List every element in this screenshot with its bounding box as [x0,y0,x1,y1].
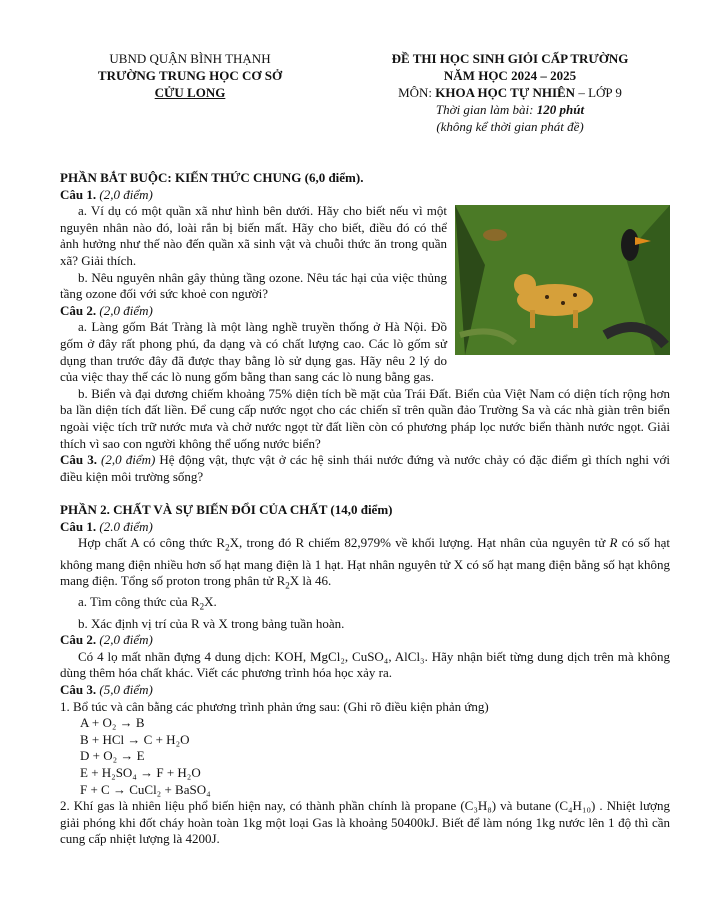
p2-q3-item1: 1. Bổ túc và cân bằng các phương trình phản ứng sau: (Ghi rõ điều kiện phản ứng) [60,698,489,714]
p1-q1-a: a. Ví dụ có một quần xã như hình bên dưới. Hãy cho biết nếu vì một nguyên nhân nào đó, loài rắn bị biến mất. Hãy cho biết, điều đó có thể ảnh hưởng như thế nào đến quần xã sinh vật và chuỗi thức ăn trong quần xã? Giải thích. [60,203,447,268]
p2-q3-item2: 2. Khí gas là nhiên liệu phổ biến hiện nay, có thành phần chính là propane (C₃H₈) và butane (C₄H₁₀) . Nhiệt lượng giải phóng khi đốt cháy hoàn toàn 1kg một loại Gas là khoảng 50400kJ. Biết để làm nóng 1kg nước lên 1 độ thì cần cung cấp nhiệt lượng là 4200J. [60,798,670,847]
equation: E + H₂SO₄ → F + H₂O [80,764,201,780]
school-name: CỬU LONG [154,85,226,100]
p1-q1-label: Câu 1. [60,186,97,202]
school-year: NĂM HỌC 2024 – 2025 [443,68,577,83]
p2-q1-intro-3: có số hạt không mang điện nhiều hơn số hạt mang điện là 1 hạt. Hạt nhân nguyên tử X có số hạt mang điện bằng số hạt không mang điện. Tổng số proton trong phân tử R [60,535,670,589]
p1-q2-label: Câu 2. [60,302,97,318]
subject-prefix: MÔN: [398,85,436,100]
equation-list [60,715,670,798]
equation: F + C → CuCl₂ + BaSO₄ [80,781,211,797]
grade-label: – LỚP 9 [575,85,622,100]
p2-q1-intro-2: X, trong đó R chiếm 82,979% về khối lượng. Hạt nhân của nguyên tử [229,535,610,551]
part1-title: PHẦN BẮT BUỘC: KIẾN THỨC CHUNG (6,0 điểm). [60,170,364,185]
time-note: (không kể thời gian phát đề) [436,119,584,134]
subject-name: KHOA HỌC TỰ NHIÊN [435,85,576,100]
p1-q1-heading [60,187,670,204]
exam-title: ĐỀ THI HỌC SINH GIỎI CẤP TRƯỜNG [391,51,629,66]
equation: A + O₂ → B [80,715,145,731]
p2-q1-label: Câu 1. [60,518,97,534]
p2-q1-heading [60,519,670,536]
p2-q1-intro: Hợp chất A có công thức $R_2X$, trong đó R chiếm 82,979% về khối lượng. Hạt nhân của nguyên tử R có số hạt không mang điện nhiều hơn số hạt mang điện là 1 hạt. Hạt nhân nguyên tử X có số hạt mang điện bằng số hạt không mang điện. Tổng số proton trong phân tử $R_2X$ là 46. [60,535,670,591]
p2-q2-heading [60,632,670,649]
p2-q2-points: (2,0 điểm) [99,632,153,648]
p1-q3-points: (2,0 điểm) [101,452,156,468]
p1-q2-a: a. Làng gốm Bát Tràng là một làng nghề truyền thống ở Hà Nội. Đồ gốm ở đây rất phong phú, đa dạng và có chất lượng cao. Các lò gốm sử dụng than trước đây đã được thay bằng lò sử dụng gas. Hãy nêu 2 lý do của việc thay thế các lò nung gốm bằng than sang các lò nung bằng gas. [60,319,447,385]
equation: D + O₂ → E [80,748,145,764]
p1-q2-points: (2,0 điểm) [99,302,153,318]
p2-q1-a: a. Tìm công thức của $R_2X$. [78,594,217,613]
p2-q1-b: b. Xác định vị trí của R và X trong bảng tuần hoàn. [78,615,345,631]
school-type: TRƯỜNG TRUNG HỌC CƠ SỞ [97,68,283,83]
p2-q2-label: Câu 2. [60,632,97,648]
p2-q1-intro-4: X là 46. [289,573,332,589]
p1-q3 [60,452,670,485]
subject-line [340,84,680,101]
time-limit [340,101,680,118]
p2-q1-intro-1: Hợp chất A có công thức R [78,535,226,551]
p2-q3-label: Câu 3. [60,682,97,697]
time-value: 120 phút [536,102,585,117]
p1-q1-points: (2,0 điểm) [99,186,153,202]
exam-content [60,170,670,848]
p1-q3-label: Câu 3. [60,452,97,468]
p1-q3-text: Hệ động vật, thực vật ở các hệ sinh thái nước đứng và nước chảy có đặc điểm gì thích nghi với điều kiện môi trường sống? [60,452,671,484]
p2-q1-a-2: X. [204,594,217,610]
p1-q1-b: b. Nêu nguyên nhân gây thủng tầng ozone. Nêu tác hại của việc thủng tầng ozone đối với sức khoẻ con người? [60,269,447,302]
p2-q3-heading [60,682,670,699]
part2-title: PHẦN 2. CHẤT VÀ SỰ BIẾN ĐỔI CỦA CHẤT (14,0 điểm) [60,502,393,518]
school-header [60,50,320,101]
district-name: UBND QUẬN BÌNH THẠNH [109,51,271,66]
p2-q1-points: (2.0 điểm) [99,518,153,534]
p2-q2-text: Có 4 lọ mất nhãn đựng 4 dung dịch: KOH, MgCl₂, CuSO₄, AlCl₃. Hãy nhận biết từng dung dịch trên mà không dùng thêm hóa chất khác. Viết các phương trình hóa học xảy ra. [60,648,670,681]
p2-q1-intro-r: R [609,535,618,551]
p2-q1-a-1: a. Tìm công thức của R [78,594,200,610]
time-prefix: Thời gian làm bài: [435,102,537,117]
equation: B + HCl → C + H₂O [80,731,190,747]
ecosystem-illustration [455,205,670,355]
exam-header [340,50,680,135]
p2-q3-points: (5,0 điểm) [99,682,153,697]
p1-q2-b: b. Biển và đại dương chiếm khoảng 75% diện tích bề mặt của Trái Đất. Biển của Việt Nam có diện tích rộng hơn ba lần diện tích đất liền. Để cung cấp nước ngọt cho các chiến sĩ trên quần đảo Trường Sa và các nhà giàn trên biển ngoài việc tích trữ nước mưa và chở nước ngọt từ đất liền còn có phương pháp lọc nước biển thành nước ngọt. Giải thích vì sao con người không thể uống nước biển? [60,385,670,451]
